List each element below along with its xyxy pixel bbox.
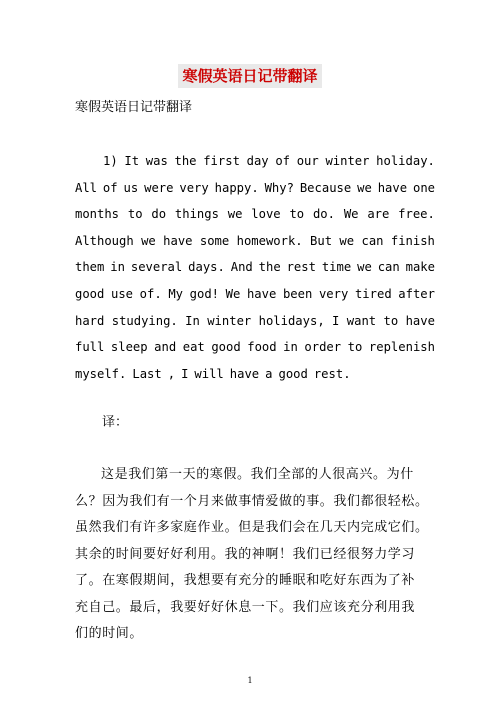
english-line [75,204,435,231]
english-word: of. [139,286,162,301]
english-word: things [174,207,219,222]
english-word: in [110,260,125,275]
chinese-line: 其余的时间要好好利用。我的神啊！我们已经很努力学习 [75,546,416,562]
document-subtitle: 寒假英语日记带翻译 [75,100,193,115]
english-word: first [203,154,240,168]
english-word: are [367,207,390,222]
english-word: have [163,233,193,248]
english-word: want [346,313,377,328]
english-word: I [181,366,189,381]
english-word: We [225,286,241,301]
english-word: god! [189,286,219,301]
english-word: the [174,154,197,168]
english-word: eat [182,340,205,355]
english-word: of [275,154,291,168]
english-word: We [343,207,359,222]
english-word: one [412,180,435,195]
english-word: us [123,180,139,195]
english-word: But [310,233,333,248]
english-line [75,231,435,258]
english-word: homework. [236,233,303,248]
english-word: months [75,207,120,222]
english-word: Because [299,180,352,195]
english-line [75,257,435,284]
english-word: have [405,313,435,328]
english-line [75,337,435,364]
english-word: order [304,340,342,355]
english-word: It [124,154,140,168]
english-word: replenish [368,340,435,355]
english-word: food [247,340,277,355]
english-word: can [377,260,400,275]
english-word: very [179,180,209,195]
english-line [75,178,435,205]
english-word: our [296,154,319,168]
english-word: a [265,366,273,381]
english-word: been [282,286,313,301]
english-word: Although [75,233,134,248]
english-word: winter [207,313,252,328]
english-word: sleep [110,340,148,355]
english-word: we [357,180,372,195]
english-line [75,364,435,391]
english-word: in [283,340,298,355]
english-word: myself. [75,366,127,381]
document-title: 寒假英语日记带翻译 [178,64,321,88]
english-word: finish [390,233,435,248]
english-word: we [141,233,156,248]
english-word: good [278,366,308,381]
english-word: All [75,180,98,195]
english-word: were [144,180,174,195]
english-word: some [199,233,230,248]
english-word: we [227,207,243,222]
english-word: In [185,313,200,328]
english-word: Why? [264,180,294,195]
english-word: do. [312,207,335,222]
english-word: them [75,260,105,275]
english-word: time [321,260,352,275]
english-word: holidays, [258,313,325,328]
english-word: studying. [111,313,178,328]
english-word: holiday. [376,154,435,168]
chinese-line: 们的时间。 [75,626,144,641]
english-word: have [246,286,277,301]
english-word: full [75,340,105,355]
english-word: have [229,366,260,381]
english-word: can [361,233,384,248]
translation-label: 译： [102,415,129,430]
english-word: the [258,260,281,275]
english-paragraph [75,151,435,390]
chinese-line: 虽然我们有许多家庭作业。但是我们会在几天内完成它们。 [75,520,429,535]
english-word: tired [354,286,392,301]
english-word: rest. [313,366,351,381]
english-word: My [168,286,183,301]
english-word: , [167,366,176,381]
english-word: to [383,313,399,328]
english-word: day [246,154,269,168]
chinese-line: 了。在寒假期间，我想要有充分的睡眠和吃好东西为了补 [75,573,416,588]
title-container [0,64,500,88]
english-word: will [194,366,224,381]
english-word: rest [286,260,316,275]
english-word: was [145,154,168,168]
english-word: free. [398,207,435,222]
chinese-line: 充自己。最后，我要好好休息一下。我们应该充分利用我 [75,599,416,615]
chinese-paragraph [75,464,435,650]
english-line [75,311,435,338]
page-number: 1 [247,676,253,685]
english-word: after [398,286,435,301]
english-word: several [130,260,183,275]
english-word: to [127,207,143,222]
english-word: winter [325,154,370,168]
english-word: love [251,207,281,222]
english-word: we [339,233,355,248]
english-word: make [405,260,435,275]
english-word: days. [188,260,225,275]
english-word: I [332,313,340,328]
english-word: good [75,286,105,301]
english-word: Last [132,366,162,381]
chinese-line: 这是我们第一天的寒假。我们全部的人很高兴。为什 [101,467,414,482]
english-word: And [230,260,253,275]
english-word: good [211,340,241,355]
english-word: very [318,286,349,301]
english-word: do [151,207,167,222]
english-word: have [377,180,408,195]
english-word: and [154,340,177,355]
english-word: 1) [103,154,118,168]
english-word: hard [75,313,105,328]
english-line [75,151,435,178]
english-word: to [289,207,305,222]
english-word: happy. [214,180,259,195]
english-word: we [357,260,372,275]
english-line [75,284,435,311]
english-word: of [102,180,118,195]
english-word: to [347,340,363,355]
english-word: use [111,286,134,301]
chinese-line: 么？因为我们有一个月来做事情爱做的事。我们都很轻松。 [75,493,429,509]
